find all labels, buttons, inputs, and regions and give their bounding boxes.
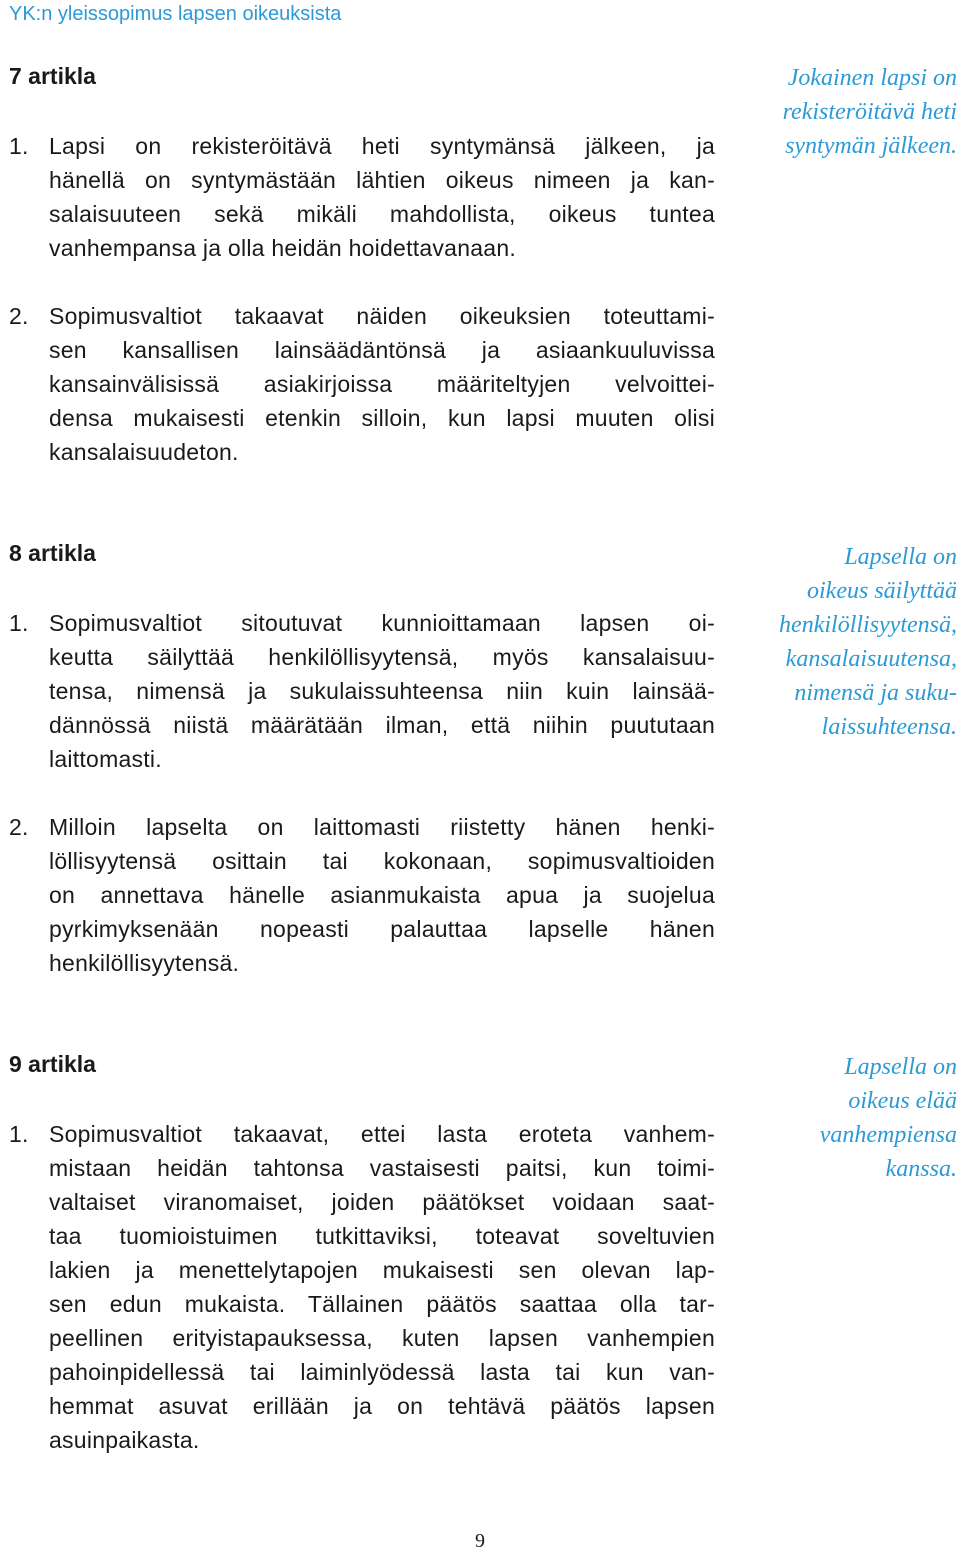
margin-note-line: laissuhteensa. <box>821 714 957 740</box>
paragraph-line: pahoinpidellessä tai laiminlyödessä lasta tai kun van- <box>49 1359 715 1385</box>
paragraph-line: Sopimusvaltiot takaavat, ettei lasta eroteta vanhem- <box>49 1121 715 1147</box>
article-9-paragraph-1 <box>9 1117 715 1457</box>
paragraph-number: 1. <box>9 1121 29 1147</box>
paragraph-line: kansainvälisissä asiakirjoissa määriteltyjen velvoittei- <box>49 371 715 397</box>
margin-note-line: rekisteröitävä heti <box>782 99 957 125</box>
margin-note-line: kansalaisuutensa, <box>785 646 957 672</box>
article-7-paragraph-1 <box>9 129 715 265</box>
article-7-margin-note <box>742 61 957 163</box>
margin-note-line: Lapsella on <box>844 1054 957 1080</box>
paragraph-line: asuinpaikasta. <box>49 1427 200 1453</box>
paragraph-line: vanhempansa ja olla heidän hoidettavanaan. <box>49 235 517 261</box>
paragraph-line: sen kansallisen lainsäädäntönsä ja asiaankuuluvissa <box>49 337 715 363</box>
article-8-heading: 8 artikla <box>9 540 96 566</box>
paragraph-number: 1. <box>9 610 29 636</box>
paragraph-line: peellinen erityistapauksessa, kuten lapsen vanhempien <box>49 1325 715 1351</box>
article-8-margin-note <box>742 540 957 744</box>
margin-note-line: nimensä ja suku- <box>794 680 957 706</box>
article-8-paragraph-2 <box>9 810 715 980</box>
paragraph-line: Lapsi on rekisteröitävä heti syntymänsä jälkeen, ja <box>49 133 715 159</box>
paragraph-line: sen edun mukaista. Tällainen päätös saattaa olla tar- <box>49 1291 715 1317</box>
paragraph-line: pyrkimyksenään nopeasti palauttaa lapselle hänen <box>49 916 715 942</box>
margin-note-line: syntymän jälkeen. <box>785 133 957 159</box>
paragraph-line: hänellä on syntymästään lähtien oikeus nimeen ja kan- <box>49 167 715 193</box>
article-8-paragraph-1 <box>9 606 715 776</box>
margin-note-line: vanhempiensa <box>819 1122 957 1148</box>
paragraph-line: salaisuuteen sekä mikäli mahdollista, oikeus tuntea <box>49 201 715 227</box>
paragraph-line: kansalaisuudeton. <box>49 439 239 465</box>
paragraph-line: löllisyytensä osittain tai kokonaan, sopimusvaltioiden <box>49 848 715 874</box>
article-9-margin-note <box>742 1050 957 1186</box>
paragraph-line: taa tuomioistuimen tutkittaviksi, toteavat soveltuvien <box>49 1223 715 1249</box>
running-header: YK:n yleissopimus lapsen oikeuksista <box>9 3 342 25</box>
margin-note-line: henkilöllisyytensä, <box>779 612 957 638</box>
paragraph-line: Sopimusvaltiot sitoutuvat kunnioittamaan lapsen oi- <box>49 610 715 636</box>
paragraph-line: mistaan heidän tahtonsa vastaisesti paitsi, kun toimi- <box>49 1155 715 1181</box>
paragraph-line: laittomasti. <box>49 746 162 772</box>
paragraph-line: dännössä niistä määrätään ilman, että niihin puututaan <box>49 712 715 738</box>
paragraph-line: tensa, nimensä ja sukulaissuhteensa niin kuin lainsää- <box>49 678 715 704</box>
paragraph-line: hemmat asuvat erillään ja on tehtävä päätös lapsen <box>49 1393 715 1419</box>
paragraph-number: 1. <box>9 133 29 159</box>
paragraph-number: 2. <box>9 814 29 840</box>
paragraph-line: Sopimusvaltiot takaavat näiden oikeuksien toteuttami- <box>49 303 715 329</box>
margin-note-line: oikeus säilyttää <box>807 578 957 604</box>
paragraph-line: lakien ja menettelytapojen mukaisesti sen olevan lap- <box>49 1257 715 1283</box>
margin-note-line: Lapsella on <box>844 544 957 570</box>
paragraph-line: henkilöllisyytensä. <box>49 950 240 976</box>
paragraph-line: Milloin lapselta on laittomasti riistetty hänen henki- <box>49 814 715 840</box>
margin-note-line: oikeus elää <box>848 1088 957 1114</box>
paragraph-line: valtaiset viranomaiset, joiden päätökset voidaan saat- <box>49 1189 715 1215</box>
page-number: 9 <box>475 1530 485 1552</box>
article-9-heading: 9 artikla <box>9 1051 96 1077</box>
paragraph-line: densa mukaisesti etenkin silloin, kun lapsi muuten olisi <box>49 405 715 431</box>
article-7-heading: 7 artikla <box>9 63 96 89</box>
paragraph-number: 2. <box>9 303 29 329</box>
paragraph-line: on annettava hänelle asianmukaista apua ja suojelua <box>49 882 715 908</box>
article-7-paragraph-2 <box>9 299 715 469</box>
paragraph-line: keutta säilyttää henkilöllisyytensä, myös kansalaisuu- <box>49 644 715 670</box>
margin-note-line: Jokainen lapsi on <box>787 65 957 91</box>
margin-note-line: kanssa. <box>885 1156 957 1182</box>
